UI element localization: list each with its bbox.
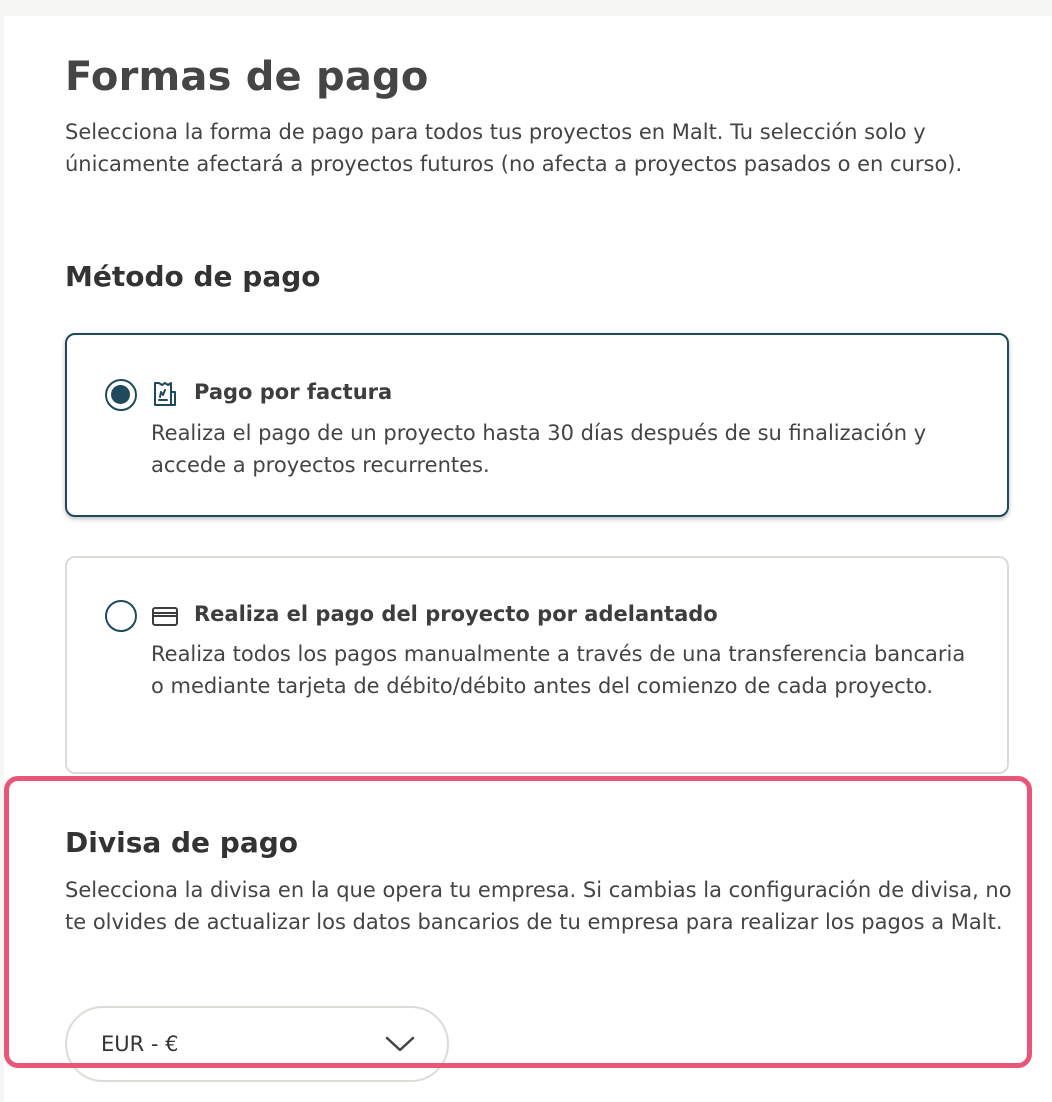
option-title: Pago por factura	[194, 380, 393, 404]
option-description: Realiza todos los pagos manualmente a través de una transferencia bancaria o mediante tarjeta de débito/débito antes del comienzo de cada proyecto.	[151, 642, 966, 698]
invoice-icon	[151, 380, 179, 408]
currency-heading: Divisa de pago	[65, 826, 298, 859]
currency-description: Selecciona la divisa en la que opera tu empresa. Si cambias la configuración de divisa, no te olvides de actualizar los datos bancarios de tu empresa para realizar los pagos a Malt.	[65, 878, 1012, 934]
radio-advance[interactable]	[105, 600, 137, 632]
page-title: Formas de pago	[65, 54, 429, 100]
currency-section-highlight	[4, 776, 1032, 1068]
payment-option-invoice[interactable]	[65, 333, 1009, 517]
radio-invoice[interactable]	[105, 379, 137, 411]
currency-select-value: EUR - €	[101, 1032, 179, 1056]
payment-method-heading: Método de pago	[65, 260, 321, 293]
option-description: Realiza el pago de un proyecto hasta 30 días después de su finalización y accede a proyectos recurrentes.	[151, 421, 927, 477]
page-intro: Selecciona la forma de pago para todos tus proyectos en Malt. Tu selección solo y únicamente afectará a proyectos futuros (no afecta a proyectos pasados o en curso).	[65, 120, 963, 176]
payment-option-advance[interactable]	[65, 556, 1009, 774]
option-title: Realiza el pago del proyecto por adelantado	[194, 602, 718, 626]
credit-card-icon	[151, 602, 179, 630]
